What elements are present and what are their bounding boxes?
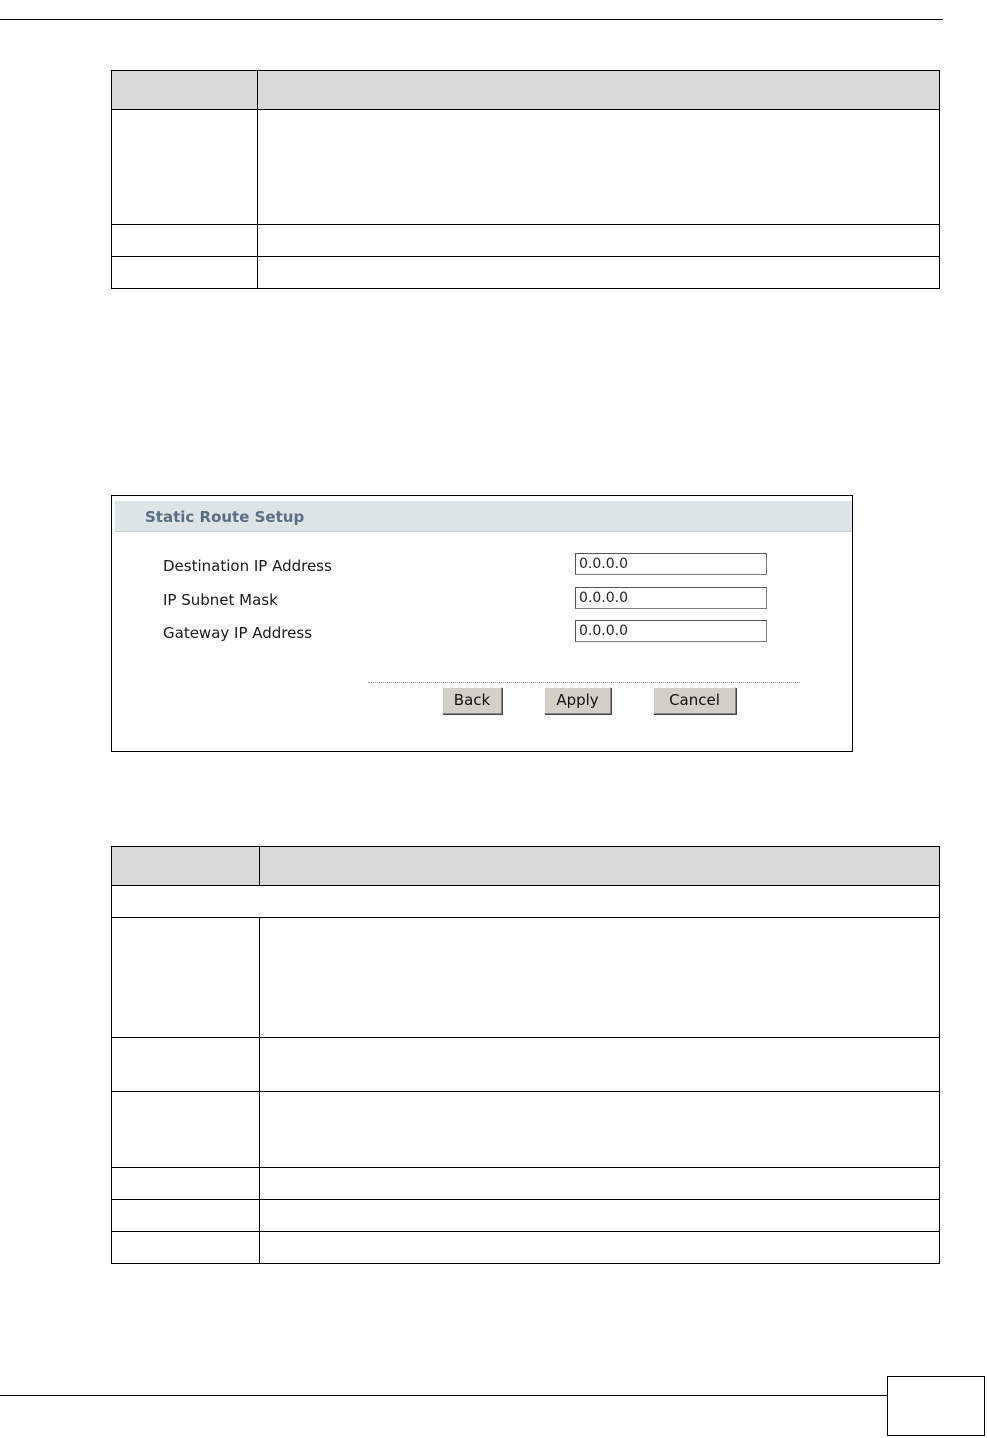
table-row [112,1200,940,1232]
table-row [112,1232,940,1264]
table-section-row [112,886,940,918]
header-rule [0,19,943,20]
subnet-mask-label: IP Subnet Mask [163,591,278,609]
table-row [112,1092,940,1168]
table-row [112,257,940,289]
destination-ip-label: Destination IP Address [163,557,332,575]
destination-ip-input[interactable] [575,553,767,575]
description-table-1 [111,70,940,289]
table-row [112,1168,940,1200]
table-row [112,1038,940,1092]
table-header-row [112,71,940,110]
cancel-button[interactable]: Cancel [653,687,736,714]
section-title: Static Route Setup [145,508,305,526]
table-row [112,225,940,257]
gateway-ip-label: Gateway IP Address [163,624,313,642]
apply-button[interactable]: Apply [544,687,611,714]
description-table-2 [111,846,940,1264]
page-number-box [887,1376,985,1436]
footer-rule [0,1395,887,1396]
section-title-bar [115,501,852,532]
button-divider [368,682,800,683]
static-route-setup-screen [111,495,853,752]
subnet-mask-input[interactable] [575,587,767,609]
table-row [112,918,940,1038]
table-header-row [112,847,940,886]
back-button[interactable]: Back [442,687,502,714]
gateway-ip-input[interactable] [575,620,767,642]
table-row [112,110,940,225]
